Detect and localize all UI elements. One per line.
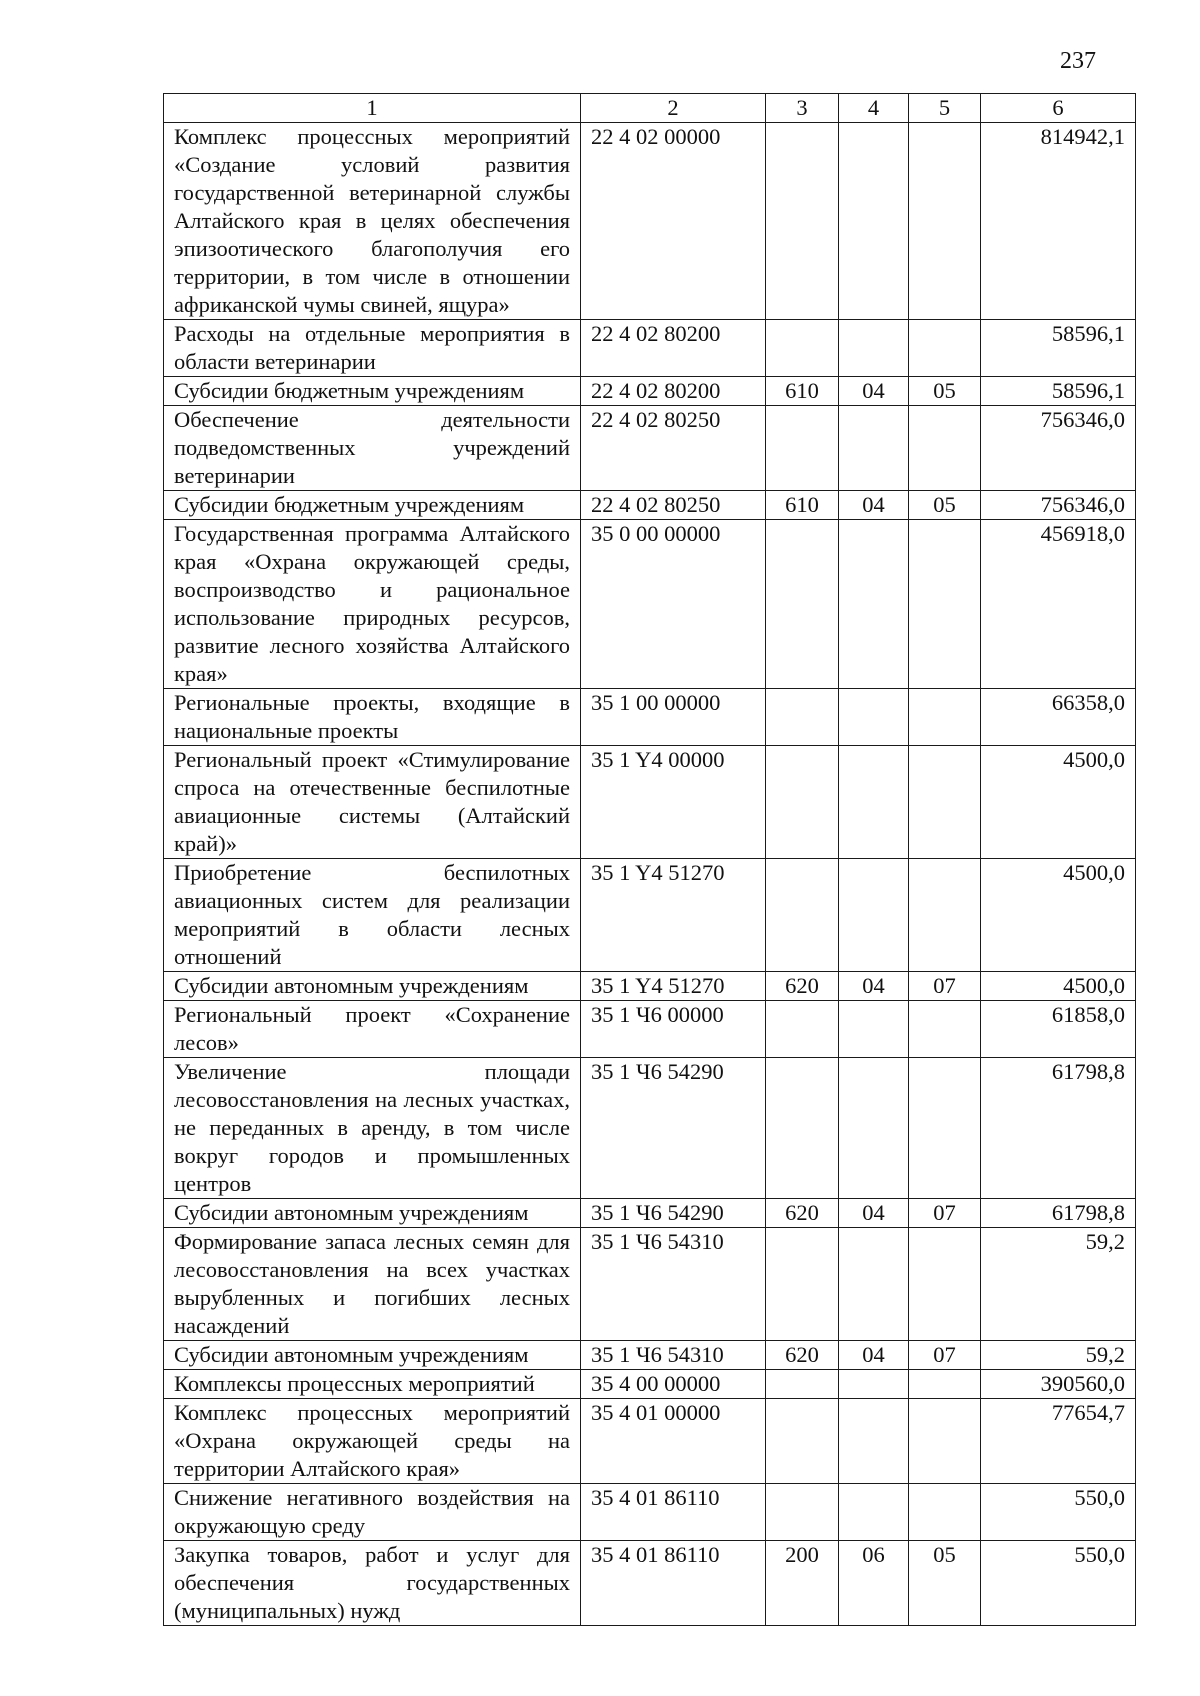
- item-col3: [766, 520, 839, 689]
- table-row: [164, 1199, 1136, 1228]
- page-number: 237: [1060, 48, 1096, 74]
- item-col5: [909, 1399, 981, 1484]
- item-col4: 04: [839, 972, 909, 1001]
- table-row: [164, 406, 1136, 491]
- item-amount: 4500,0: [981, 746, 1136, 859]
- item-name: Региональные проекты, входящие в национальные проекты: [164, 689, 581, 746]
- item-amount: 59,2: [981, 1341, 1136, 1370]
- item-col4: [839, 746, 909, 859]
- item-code: 35 1 00 00000: [581, 689, 766, 746]
- item-amount: 550,0: [981, 1541, 1136, 1626]
- item-amount: 4500,0: [981, 859, 1136, 972]
- table-row: [164, 123, 1136, 320]
- item-code: 35 1 Y4 00000: [581, 746, 766, 859]
- item-name: Субсидии автономным учреждениям: [164, 972, 581, 1001]
- table-row: [164, 1228, 1136, 1341]
- item-col3: 620: [766, 972, 839, 1001]
- item-amount: 61798,8: [981, 1199, 1136, 1228]
- table-row: [164, 320, 1136, 377]
- table-row: [164, 377, 1136, 406]
- item-name: Увеличение площади лесовосстановления на лесных участках, не переданных в аренду, в том числе вокруг городов и промышленных центров: [164, 1058, 581, 1199]
- item-col3: [766, 320, 839, 377]
- item-col3: 610: [766, 491, 839, 520]
- item-col3: [766, 406, 839, 491]
- item-amount: 61858,0: [981, 1001, 1136, 1058]
- item-col3: [766, 1484, 839, 1541]
- item-col3: 200: [766, 1541, 839, 1626]
- item-code: 35 1 Y4 51270: [581, 859, 766, 972]
- item-code: 22 4 02 00000: [581, 123, 766, 320]
- item-col5: [909, 1370, 981, 1399]
- item-col4: [839, 689, 909, 746]
- item-amount: 66358,0: [981, 689, 1136, 746]
- item-name: Государственная программа Алтайского края «Охрана окружающей среды, воспроизводство и рациональное использование природных ресурсов, развитие лесного хозяйства Алтайского края»: [164, 520, 581, 689]
- item-code: 22 4 02 80200: [581, 320, 766, 377]
- item-amount: 4500,0: [981, 972, 1136, 1001]
- item-amount: 61798,8: [981, 1058, 1136, 1199]
- item-col5: [909, 1001, 981, 1058]
- item-col4: [839, 1484, 909, 1541]
- item-col4: 04: [839, 377, 909, 406]
- item-col5: [909, 123, 981, 320]
- column-header-5: 5: [909, 94, 981, 123]
- item-col4: 04: [839, 1199, 909, 1228]
- item-col4: [839, 406, 909, 491]
- item-col4: [839, 320, 909, 377]
- item-name: Субсидии бюджетным учреждениям: [164, 491, 581, 520]
- item-code: 35 1 Ч6 54290: [581, 1199, 766, 1228]
- column-header-2: 2: [581, 94, 766, 123]
- table-row: [164, 520, 1136, 689]
- column-header-3: 3: [766, 94, 839, 123]
- item-col4: [839, 1228, 909, 1341]
- item-amount: 58596,1: [981, 377, 1136, 406]
- table-header-row: [164, 94, 1136, 123]
- item-col5: 07: [909, 1199, 981, 1228]
- item-name: Комплекс процессных мероприятий «Создание условий развития государственной ветеринарной службы Алтайского края в целях обеспечения эпизоотического благополучия его территории, в том числе в отношении африканской чумы свиней, ящура»: [164, 123, 581, 320]
- item-amount: 550,0: [981, 1484, 1136, 1541]
- table-row: [164, 1484, 1136, 1541]
- item-name: Приобретение беспилотных авиационных систем для реализации мероприятий в области лесных отношений: [164, 859, 581, 972]
- item-name: Региональный проект «Сохранение лесов»: [164, 1001, 581, 1058]
- item-code: 35 1 Ч6 54290: [581, 1058, 766, 1199]
- column-header-4: 4: [839, 94, 909, 123]
- item-name: Обеспечение деятельности подведомственных учреждений ветеринарии: [164, 406, 581, 491]
- item-col3: [766, 1228, 839, 1341]
- table-row: [164, 1541, 1136, 1626]
- item-col5: 05: [909, 491, 981, 520]
- item-name: Комплекс процессных мероприятий «Охрана окружающей среды на территории Алтайского края»: [164, 1399, 581, 1484]
- table-row: [164, 1001, 1136, 1058]
- item-name: Снижение негативного воздействия на окружающую среду: [164, 1484, 581, 1541]
- item-col5: [909, 689, 981, 746]
- item-col4: [839, 123, 909, 320]
- item-col5: 05: [909, 1541, 981, 1626]
- item-col4: 06: [839, 1541, 909, 1626]
- item-code: 35 1 Ч6 54310: [581, 1341, 766, 1370]
- item-col5: [909, 746, 981, 859]
- item-amount: 814942,1: [981, 123, 1136, 320]
- item-col5: 07: [909, 972, 981, 1001]
- item-name: Комплексы процессных мероприятий: [164, 1370, 581, 1399]
- item-code: 35 4 01 86110: [581, 1541, 766, 1626]
- item-col4: 04: [839, 1341, 909, 1370]
- item-col3: [766, 1058, 839, 1199]
- item-col3: [766, 123, 839, 320]
- item-col3: [766, 1001, 839, 1058]
- item-col4: [839, 1370, 909, 1399]
- table-row: [164, 746, 1136, 859]
- budget-table: [163, 93, 1136, 1626]
- item-code: 35 0 00 00000: [581, 520, 766, 689]
- item-name: Формирование запаса лесных семян для лесовосстановления на всех участках вырубленных и погибших лесных насаждений: [164, 1228, 581, 1341]
- item-col3: 610: [766, 377, 839, 406]
- item-col3: 620: [766, 1199, 839, 1228]
- item-col4: [839, 1058, 909, 1199]
- item-col5: 05: [909, 377, 981, 406]
- item-name: Закупка товаров, работ и услуг для обеспечения государственных (муниципальных) нужд: [164, 1541, 581, 1626]
- item-code: 35 4 00 00000: [581, 1370, 766, 1399]
- table-row: [164, 1399, 1136, 1484]
- item-code: 35 4 01 00000: [581, 1399, 766, 1484]
- item-name: Субсидии бюджетным учреждениям: [164, 377, 581, 406]
- item-col5: [909, 520, 981, 689]
- item-code: 35 1 Ч6 54310: [581, 1228, 766, 1341]
- item-code: 22 4 02 80250: [581, 491, 766, 520]
- item-amount: 756346,0: [981, 491, 1136, 520]
- table-row: [164, 859, 1136, 972]
- item-amount: 756346,0: [981, 406, 1136, 491]
- item-col3: [766, 1370, 839, 1399]
- item-col4: [839, 1001, 909, 1058]
- item-col5: [909, 406, 981, 491]
- item-code: 35 4 01 86110: [581, 1484, 766, 1541]
- table-row: [164, 1341, 1136, 1370]
- item-amount: 58596,1: [981, 320, 1136, 377]
- item-name: Региональный проект «Стимулирование спроса на отечественные беспилотные авиационные системы (Алтайский край)»: [164, 746, 581, 859]
- item-col3: [766, 859, 839, 972]
- table-row: [164, 689, 1136, 746]
- column-header-1: 1: [164, 94, 581, 123]
- item-col5: [909, 859, 981, 972]
- item-code: 22 4 02 80200: [581, 377, 766, 406]
- item-col3: [766, 689, 839, 746]
- item-col3: [766, 1399, 839, 1484]
- item-col5: [909, 1058, 981, 1199]
- item-col3: 620: [766, 1341, 839, 1370]
- table-row: [164, 1370, 1136, 1399]
- item-col3: [766, 746, 839, 859]
- item-name: Субсидии автономным учреждениям: [164, 1199, 581, 1228]
- table-row: [164, 1058, 1136, 1199]
- item-col5: [909, 320, 981, 377]
- item-col4: [839, 520, 909, 689]
- item-col4: 04: [839, 491, 909, 520]
- table-row: [164, 972, 1136, 1001]
- item-name: Расходы на отдельные мероприятия в области ветеринарии: [164, 320, 581, 377]
- item-code: 35 1 Ч6 00000: [581, 1001, 766, 1058]
- item-col4: [839, 859, 909, 972]
- table-row: [164, 491, 1136, 520]
- item-code: 22 4 02 80250: [581, 406, 766, 491]
- item-amount: 390560,0: [981, 1370, 1136, 1399]
- item-col4: [839, 1399, 909, 1484]
- item-col5: [909, 1228, 981, 1341]
- item-col5: 07: [909, 1341, 981, 1370]
- item-col5: [909, 1484, 981, 1541]
- item-amount: 456918,0: [981, 520, 1136, 689]
- column-header-6: 6: [981, 94, 1136, 123]
- item-amount: 59,2: [981, 1228, 1136, 1341]
- item-amount: 77654,7: [981, 1399, 1136, 1484]
- item-code: 35 1 Y4 51270: [581, 972, 766, 1001]
- item-name: Субсидии автономным учреждениям: [164, 1341, 581, 1370]
